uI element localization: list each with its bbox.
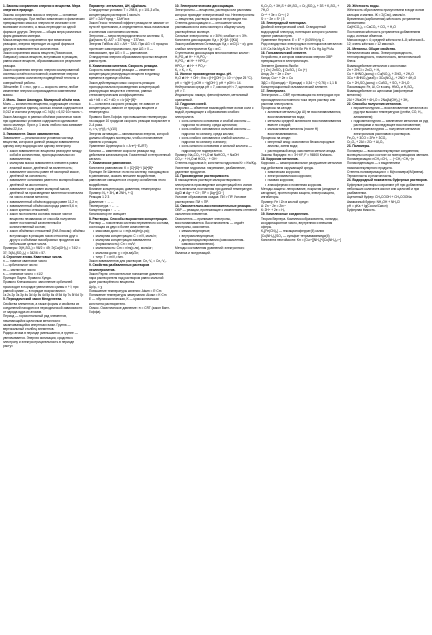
- paragraph: Cr₂O₃ + 2Al = 2Cr + Al₂O₃: [347, 140, 384, 144]
- paragraph: Константа нестойкости: Kн = [Cu²⁺][NH₃]⁴/[Cu(NH₃)₄²⁺]: [261, 237, 341, 242]
- paragraph: [Cu(NH₃)₄]SO₄ — сульфат тетраамминмеди(II): [261, 233, 330, 238]
- list-item: [3, 212, 85, 229]
- paragraph: K₄[Fe(CN)₆] — гексацианоферрат(II) калия: [261, 229, 324, 234]
- paragraph: 2Al + 2NaOH + 6H₂O = 2Na[Al(OH)₄] + 3H₂: [347, 97, 409, 102]
- text-column: [347, 4, 429, 631]
- list-item: [175, 119, 257, 128]
- paragraph: Теория Вернера. Комплексообразователь, лиганды, координационное число, внутренняя и внешняя сферы.: [261, 216, 339, 229]
- list-item: [3, 149, 85, 162]
- list-item-text: газовая коррозия;: [267, 178, 295, 183]
- list-item-text: закон эквивалентов: вещества реагируют между собой в количествах, пропорциональных их эквивалентам;: [9, 148, 82, 161]
- list-item: [175, 238, 257, 247]
- section-heading: 16. Гальванический элемент.: [261, 50, 307, 55]
- section-heading: 14. Окислительно-восстановительные реакции.: [175, 203, 252, 208]
- paragraph: Закон сохранения энергии: энергия изолированной системы остаётся постоянной; изменение энергии системы равно количеству подведённой теплоты и совершённой работы.: [3, 67, 80, 85]
- paragraph: Законы сохранения массы и энергии — основные законы природы. При любых химических и физических превращениях масса и энергия не исчезают и не возникают из ничего, а лишь переходят из одной формы в другую. Энергия — общая мера различных форм движения материи.: [3, 12, 85, 38]
- paragraph: Пассивация: Fe, Al, Cr в конц. HNO₃ и H₂SO₄.: [347, 84, 415, 89]
- paragraph: Нейтральная среда pH = 7, кислая pH < 7, щелочная pH > 7.: [175, 84, 254, 93]
- paragraph: v₂ = v₁·γ^((t₂−t₁)/10): [89, 127, 117, 132]
- section-heading: 10. Электролитическая диссоциация.: [175, 4, 235, 8]
- list-item-text: соль сильного основания и сильной кислоты — гидролизу не подвергается.: [181, 144, 252, 153]
- paragraph: k — константа скорости реакции; не зависит от концентрации, зависит от природы веществ и температуры.: [89, 101, 160, 115]
- paragraph: Влияние концентрации, давления, температуры: [89, 186, 161, 191]
- paragraph: Закон сохранения массы веществ (Ломоносов, Лавуазье): масса веществ, вступивших в реакцию, равна массе веществ, образовавшихся в результате реакции.: [3, 50, 81, 68]
- list-item-text: эквивалент кислоты равен её молярной массе, делённой на основность;: [9, 169, 80, 178]
- paragraph: HPO₄²⁻ ⇄ H⁺ + PO₄³⁻: [175, 63, 207, 68]
- bullet-icon: •: [265, 118, 267, 123]
- paragraph: Принцип Паули. Правило Хунда.: [3, 276, 52, 280]
- paragraph: Закон эквивалентов для растворов: Cн₁·V₁ = Cн₂·V₂.: [89, 259, 167, 263]
- paragraph: S⁻² − 2e = S⁰ | 3: [261, 16, 285, 21]
- bullet-icon: •: [265, 127, 267, 132]
- list-item-text: закон объёмных отношений (Гей-Люссак): объёмы вступающих в реакцию газов относятся друг к другу и к объёмам газообразных продуктов как небольшие целые числа.: [9, 229, 85, 246]
- list-item-text: малоактивные металлы (после H) восстанавливаются.: [267, 127, 319, 136]
- paragraph: Правило Вант-Гоффа: при повышении температуры на каждые 10 градусов скорость реакции возрастает в 2–4 раза.: [89, 114, 170, 127]
- section-heading: 2. Моль. Закон Авогадро. Молярный объём газа.: [3, 97, 81, 102]
- paragraph: Принцип Ле Шателье: если на систему, находящуюся в равновесии, оказать внешнее воздействие, равновесие смещается в сторону ослабления этого воздействия.: [89, 169, 169, 187]
- paragraph: Константа диссоциации: Kд = [K⁺][A⁻]/[KA]: [175, 38, 238, 42]
- section-heading: Параметр: энтальпия, ΔH, кДж/моль: [89, 4, 147, 8]
- bullet-icon: •: [7, 229, 9, 234]
- section-heading: 22. Способы получения металлов.: [347, 101, 402, 106]
- bullet-icon: •: [351, 127, 353, 132]
- paragraph: Усиление гидролиза: нагревание, разбавление, удаление продуктов.: [175, 165, 246, 174]
- paragraph: H₂PO₄⁻ ⇄ H⁺ + HPO₄²⁻: [175, 59, 210, 64]
- list-item-text: химическая коррозия;: [267, 169, 301, 174]
- text-column: [175, 4, 257, 631]
- paragraph: Металлическая связь. Электропроводность, теплопроводность, пластичность, металлический блеск.: [347, 50, 421, 64]
- paragraph: Аммиачный буфер: NH₄OH + NH₄Cl: [347, 199, 400, 204]
- bullet-icon: •: [7, 161, 9, 166]
- list-item: [261, 119, 343, 128]
- list-item-text: молярная масса эквивалента элемента равна атомной массе, делённой на валентность;: [9, 161, 78, 170]
- paragraph: Закон Гесса: тепловой эффект реакции не зависит от пути её протекания, а определяется лишь начальным и конечным состоянием системы.: [89, 21, 169, 34]
- section-heading: 20. Жёсткость воды.: [347, 4, 380, 8]
- paragraph: Концентрационный гальванический элемент.: [261, 84, 328, 89]
- section-heading: 3. Эквивалент. Закон эквивалентов.: [3, 131, 60, 136]
- paragraph: Уравнение Нернста: E = E° + (0,059/n)·lg C: [261, 38, 325, 42]
- section-heading: 18. Коррозия металлов.: [261, 157, 299, 161]
- paragraph: Катализ — изменение скорости реакции под действием катализаторов. Гомогенный и гетерогенный катализ.: [89, 148, 171, 161]
- paragraph: Степень гидролиза h; константа гидролиза Kг = Kw/Kд.: [175, 161, 257, 166]
- section-heading: 8. Растворы. Способы выражения концентрации.: [89, 216, 168, 221]
- paragraph: Ступенчатая диссоциация многоосновных кислот:: [175, 50, 250, 55]
- text-column: [261, 4, 343, 631]
- paragraph: aA + bB = cC + dD; v = k·[A]ᵃ·[B]ᵇ: [89, 97, 137, 102]
- bullet-icon: •: [265, 178, 267, 183]
- bullet-icon: •: [265, 148, 267, 153]
- bullet-icon: •: [7, 208, 9, 212]
- section-heading: 15. Электродный потенциал.: [261, 21, 307, 25]
- list-item-text: активные металлы (до Al) не восстанавливаются, восстанавливается вода;: [267, 110, 342, 119]
- paragraph: Свойства элементов, а также формы и свойства их соединений находятся в периодической зависимости от заряда ядра их атомов.: [3, 301, 83, 314]
- paragraph: Δp/p₀ = χ: [89, 284, 103, 289]
- paragraph: Жёсткость обусловлена присутствием в воде ионов кальция и магния. Ж = Σ(Cэк), ммоль/л.: [347, 8, 425, 17]
- paragraph: Энергия Гиббса: ΔG = ΔH − TΔS. При ΔG < 0 процесс протекает самопроизвольно, при ΔG > 0 — невозможен, при ΔG = 0 — равновесие.: [89, 42, 169, 55]
- list-item: [175, 127, 257, 136]
- bullet-icon: •: [179, 233, 181, 238]
- paragraph: Окислитель — принимает электроны, восстанавливается. Восстановитель — отдаёт электроны, окисляется.: [175, 216, 245, 229]
- section-heading: 23. Полимеры.: [347, 144, 371, 149]
- paragraph: Электролиз — ОВР, протекающая на электродах при прохождении постоянного тока через раствор или расплав электролита.: [261, 93, 340, 106]
- list-item-text: моляльность: Cm = n/m(р-ля), моль/кг;: [95, 246, 153, 251]
- paragraph: Cu + 4HNO₃(конц) = Cu(NO₃)₂ + 2NO₂ + 2H₂O: [347, 72, 414, 76]
- list-item-text: мольная доля: χ = n(в-ва)/Σn;: [95, 250, 140, 255]
- list-item: [3, 161, 85, 170]
- text-column: [3, 4, 85, 631]
- section-heading: 13. Произведение растворимости.: [175, 174, 230, 178]
- paragraph: Буферные растворы сохраняют pH при добавлении небольших количеств кислот или щелочей и при разбавлении.: [347, 182, 424, 195]
- paragraph: ОВР — реакции, протекающие с изменением степеней окисления элементов.: [175, 208, 257, 217]
- columns: [3, 4, 429, 631]
- paragraph: CO₃²⁻ + H₂O ⇄ HCO₃⁻ + OH⁻: [175, 157, 219, 161]
- list-item-text: гидрометаллургия — извлечение металлов из руд растворами и последующее восстановление;: [353, 118, 429, 127]
- list-item-text: межмолекулярные;: [181, 229, 211, 234]
- paragraph: Концентрация ↑ → ←: [89, 208, 121, 212]
- paragraph: Масса вещества сохраняется при химических реакциях, энергия переходит из одной формы в другую в эквивалентных количествах.: [3, 38, 75, 51]
- bullet-icon: •: [7, 212, 9, 217]
- bullet-icon: •: [265, 174, 267, 178]
- paragraph: 1s 2s 2p 3s 3p 4s 3d 4p 5s 4d 5p 6s 4f 5d 6p 7s 5f 6d 7p: [3, 293, 84, 297]
- list-item: [175, 144, 257, 153]
- paragraph: Процессы на аноде:: [261, 135, 291, 140]
- bullet-icon: •: [93, 233, 95, 238]
- paragraph: Гидролиз — обменное взаимодействие ионов соли с водой, приводящее к образованию слабого электролита.: [175, 106, 254, 119]
- bullet-icon: •: [179, 237, 181, 242]
- paragraph: Ацетатный буфер: CH₃COOH + CH₃COONa: [347, 195, 412, 200]
- paragraph: Zn + 2HCl = ZnCl₂ + H₂: [347, 67, 381, 72]
- list-item-text: внутримолекулярные;: [181, 233, 215, 238]
- paragraph: n — главное квантовое число: [3, 259, 47, 263]
- paragraph: Радиус атома в периоде уменьшается, в группе — увеличивается. Энергия ионизации, сродство к электрону и электроотрицательность в периоде растут.: [3, 331, 78, 348]
- list-item-text: электрохимическая коррозия;: [267, 174, 312, 178]
- list-item: [3, 187, 85, 200]
- list-item: [261, 140, 343, 149]
- paragraph: Процессы на катоде:: [261, 106, 292, 110]
- list-item-text: соль сильного основания и слабой кислоты — гидролиз по аниону, среда щелочная;: [181, 118, 251, 127]
- list-item-text: молярная концентрация эквивалента (нормальность): Cн = nэ/V;: [95, 237, 152, 246]
- list-item: [175, 136, 257, 145]
- paragraph: s — спиновое число = ±1/2: [3, 271, 43, 276]
- paragraph: E — эбулиоскопическая, K — криоскопическая константа растворителя.: [89, 297, 159, 306]
- paragraph: Временная (карбонатная) жёсткость устраняется кипячением:: [347, 16, 421, 25]
- paragraph: 3Cu + 8HNO₃(разб) = 3Cu(NO₃)₂ + 2NO + 4H₂O: [347, 76, 417, 81]
- text-column: [89, 4, 171, 631]
- bullet-icon: •: [7, 169, 9, 174]
- paragraph: Осмос. Осмотическое давление: π = CRT (закон Вант-Гоффа).: [89, 305, 170, 314]
- paragraph: K₁ > K₂ > K₃: [175, 67, 193, 72]
- paragraph: Закон разбавления Оствальда: Kд = α²C/(1 − α); для слабых электролитов Kд ≈ α²C.: [175, 42, 253, 51]
- list-item-text: массовая доля: ω = m(в-ва)/m(р-ра);: [95, 229, 150, 234]
- paragraph: Закон Авогадро: в равных объёмах различных газов при одинаковых условиях содержится одинаковое число молекул. При н.у. 1 моль любого газа занимает объём 22,4 л.: [3, 114, 83, 132]
- section-heading: 9. Свойства разбавленных растворов неэлектролитов.: [89, 263, 150, 272]
- list-item-text: закон постоянства состава: всякое чистое вещество независимо от способа получения имеет постоянный качественный и количественный состав;: [9, 212, 76, 229]
- list-item-text: эквивалент основания равен его молярной массе, делённой на кислотность;: [9, 178, 85, 187]
- paragraph: (−) Zn | ZnSO₄ || CuSO₄ | Cu (+): [261, 67, 307, 72]
- paragraph: Буферная ёмкость.: [347, 208, 376, 212]
- section-heading: 1. Законы сохранения энергии и вещества. Мера энергии в природе.: [3, 4, 81, 13]
- list-item-text: атмосферная и почвенная коррозия.: [267, 182, 323, 187]
- paragraph: l — орбитальное число: [3, 263, 38, 268]
- list-item-text: закон кратных отношений;: [9, 208, 49, 212]
- bullet-icon: •: [93, 250, 95, 255]
- section-heading: 4. Строение атома. Квантовые числа.: [3, 254, 63, 259]
- paragraph: ΔH° = ΣΔH°прод − ΣΔH°исх: [89, 16, 130, 21]
- bullet-icon: •: [179, 144, 181, 149]
- bullet-icon: •: [7, 148, 9, 153]
- paragraph: Полимеризация: nCH₂=CH₂ → (−CH₂−CH₂−)n: [347, 157, 414, 161]
- list-item: [347, 127, 429, 136]
- paragraph: Закон действующих масс: скорость реакции пропорциональна произведению концентраций реагирующих веществ в степенях, равных стехиометрическим коэффициентам.: [89, 80, 160, 98]
- paragraph: Температура ↑ ← →: [89, 203, 119, 208]
- bullet-icon: •: [265, 182, 267, 187]
- paragraph: H₂O ⇄ H⁺ + OH⁻; Kw = [H⁺][OH⁻] = 10⁻¹⁴ (при 25 °C).: [175, 76, 253, 81]
- paragraph: Электролиты — вещества, растворы или расплавы которых проводят электрический ток. Неэлектролиты — вещества, растворы которых не проводят ток.: [175, 8, 255, 21]
- bullet-icon: •: [7, 186, 9, 191]
- bullet-icon: •: [93, 229, 95, 234]
- paragraph: Ca(HCO₃)₂ = CaCO₃ + CO₂ + H₂O: [347, 25, 396, 30]
- list-item: [347, 106, 429, 119]
- paragraph: Эквивалент — реальная или условная частица вещества, которая в данной реакции эквивалентна одному иону водорода или одному электрону.: [3, 135, 79, 149]
- paragraph: Пример: Fe / Zn в кислой среде:: [261, 199, 309, 204]
- paragraph: Полимеры — высокомолекулярные соединения, молекулы которых состоят из повторяющихся звеньев.: [347, 148, 429, 157]
- paragraph: Стандартная энергия образования простых веществ равна нулю.: [89, 55, 168, 64]
- paragraph: К: 2H⁺ + 2e = H₂: [261, 208, 285, 212]
- bullet-icon: •: [265, 110, 267, 115]
- list-item-text: соль слабого основания и слабой кислоты — гидролиз по катиону и аниону;: [181, 135, 249, 144]
- paragraph: Пример: Na₂CO₃ + H₂O ⇄ NaHCO₃ + NaOH: [175, 152, 239, 157]
- list-item: [3, 178, 85, 187]
- section-heading: 7. Химическое равновесие.: [89, 161, 133, 166]
- list-item: [261, 127, 343, 136]
- section-heading: 12. Гидролиз солей.: [175, 101, 207, 106]
- bullet-icon: •: [7, 203, 9, 208]
- paragraph: Скорость химической реакции — изменение концентрации реагирующих веществ в единицу времени в единице объёма.: [89, 67, 160, 81]
- list-item-text: титр: T = m/V, г/мл.: [95, 254, 124, 259]
- paragraph: pH = −lg[H⁺]; pOH = −lg[OH⁻]; pH + pOH = 14.: [175, 80, 242, 85]
- bullet-icon: •: [93, 254, 95, 259]
- paragraph: Понижение температуры замерзания: Δtзам = K·Cm: [89, 293, 167, 297]
- paragraph: Li K Ca Na Mg Al Zn Fe Ni Sn Pb H Cu Hg Ag Pt Au: [261, 46, 335, 51]
- list-item: [89, 238, 171, 247]
- paragraph: Законы Фарадея: m = Э·I·t/F, F = 96500 Кл/моль.: [261, 152, 333, 157]
- bullet-icon: •: [179, 118, 181, 123]
- list-item-text: эквивалентный объём водорода равен 11,2 л;: [9, 199, 78, 204]
- paragraph: Уравнение Аррениуса: k = A·e^(−Eₐ/RT): [89, 144, 148, 149]
- paragraph: Раствор — гомогенная система переменного состава, состоящая из двух и более компонентов.: [89, 220, 170, 229]
- paragraph: Константа равновесия: K = [C]ᶜ[D]ᵈ / [A]ᵃ[B]ᵇ: [89, 165, 154, 170]
- paragraph: Поликонденсация — с выделением низкомолекулярного продукта.: [347, 161, 400, 170]
- bullet-icon: •: [179, 135, 181, 140]
- list-item-text: соль слабого основания и сильной кислоты — гидролиз по катиону, среда кислая;: [181, 127, 251, 136]
- paragraph: Элемент Даниэля-Якоби:: [261, 63, 299, 68]
- paragraph: Стандартные условия: T = 298 К, p = 101,3 кПа, концентрация растворов 1 моль/л.: [89, 8, 160, 17]
- paragraph: Коррозия — самопроизвольное разрушение металлов под действием окружающей среды.: [261, 161, 342, 170]
- section-heading: 24. Водородный показатель буферных растворов.: [347, 178, 428, 183]
- bullet-icon: •: [265, 169, 267, 174]
- paragraph: Постоянная жёсткость устраняется добавлением соды, ионным обменом.: [347, 29, 421, 38]
- list-item-text: растворимый анод: окисляется металл анода.: [267, 148, 337, 153]
- paragraph: pH = pKa + lg(Cсоли/Cкисл): [347, 203, 388, 208]
- paragraph: Cu + 2H₂SO₄(конц) = CuSO₄ + SO₂ + 2H₂O: [347, 80, 410, 85]
- paragraph: Энергия активации — минимальная энергия, которой должны обладать молекулы, чтобы столкновение привело к реакции.: [89, 131, 169, 144]
- bullet-icon: •: [93, 237, 95, 242]
- bullet-icon: •: [179, 127, 181, 132]
- list-item-text: эквивалентный объём кислорода равен 5,6 л;: [9, 203, 78, 208]
- list-item-text: металлы средней активности восстанавливаются вместе с водой;: [267, 118, 342, 127]
- paragraph: Сильные электролиты: α > 30%; слабые: α < 3%.: [175, 33, 248, 38]
- bullet-icon: •: [265, 140, 267, 144]
- paragraph: Моль — количество вещества, содержащее столько же структурных единиц, сколько атомов содержится в 0,012 кг изотопа углерода ¹²C. N(A) = 6,02·10²³ моль⁻¹.: [3, 101, 84, 115]
- paragraph: Двойной электрический слой. Стандартный водородный электрод, потенциал которого условно принят равным нулю.: [261, 25, 338, 38]
- paragraph: K₂Cr₂O₇ + 3H₂S + 4H₂SO₄ = Cr₂(SO₄)₃ + 3S + K₂SO₄ + 7H₂O: [261, 4, 340, 13]
- paragraph: А: Zn − 2e = Zn²⁺: [261, 203, 286, 208]
- section-heading: 11. Ионное произведение воды. pH.: [175, 72, 232, 76]
- section-heading: 19. Комплексные соединения.: [261, 212, 309, 217]
- section-heading: 21. Металлы. Общие свойства.: [347, 46, 396, 51]
- paragraph: Взаимодействие металлов с кислотами:: [347, 63, 407, 68]
- paragraph: Катод: Cu²⁺ + 2e = Cu: [261, 76, 294, 81]
- bullet-icon: •: [351, 106, 353, 110]
- paragraph: Методы защиты: легирование, покрытия (анодные и катодные), протекторная защита, электрозащита, ингибиторы.: [261, 186, 339, 200]
- paragraph: Cr⁺⁶ + 3e = Cr⁺³ | 2: [261, 12, 289, 17]
- paragraph: AgCl ⇄ Ag⁺ + Cl⁻; ПР = [Ag⁺][Cl⁻]: [175, 191, 224, 195]
- paragraph: Степень диссоциации α — отношение числа распавшихся на ионы молекул к общему числу растворённых молекул.: [175, 21, 245, 34]
- section-heading: 17. Электролиз.: [261, 89, 286, 93]
- list-item-text: пирометаллургия — восстановление металлов из руд при высоких температурах (углём, CO, H₂, алюминием);: [353, 106, 428, 119]
- list-item-text: молярная концентрация: C = n/V, моль/л;: [95, 233, 157, 238]
- paragraph: Пример: N₂ + 3H₂ ⇄ 2NH₃ + Q: [89, 191, 134, 195]
- bullet-icon: •: [351, 118, 353, 123]
- bullet-icon: •: [179, 229, 181, 234]
- paragraph: Термопласты и реактопласты.: [347, 174, 393, 178]
- paragraph: Эйнштейн: E = mc², где c — скорость света; любое изменение энергии сопровождается изменением массы.: [3, 84, 79, 98]
- paragraph: Закон Рауля: относительное понижение давления пара растворителя над раствором равно мольной доле растворённого вещества.: [89, 271, 164, 285]
- bullet-icon: •: [93, 246, 95, 251]
- paragraph: Взаимодействие со щелочами (амфотерные металлы):: [347, 89, 414, 98]
- paragraph: Правило Клечковского: заполнение орбиталей происходит в порядке увеличения суммы n + l; при равной сумме — в порядке возрастания n.: [3, 280, 79, 293]
- paragraph: Fe₂O₃ + 3CO = 2Fe + 3CO₂: [347, 135, 387, 140]
- section-heading: 6. Химическая кинетика. Скорость реакции.: [89, 63, 158, 68]
- list-item-text: электрометаллургия — получение металлов электролизом расплавов и растворов.: [353, 127, 420, 136]
- paragraph: Устройство, в котором химическая энергия ОВР превращается в электрическую.: [261, 55, 333, 64]
- paragraph: Степень полимеризации n = M(полимера)/M(звена).: [347, 169, 425, 174]
- paragraph: Индикаторы: лакмус, фенолфталеин, метиловый оранжевый.: [175, 93, 249, 102]
- paragraph: Давление ↑ → ←: [89, 199, 115, 204]
- paragraph: Методы составления уравнений: электронного баланса и полуреакций.: [175, 246, 245, 255]
- paragraph: Период — горизонтальный ряд элементов, начинающийся щелочным металлом и заканчивающийся инертным газом. Группа — вертикальный столбец элементов.: [3, 314, 71, 331]
- list-item: [3, 170, 85, 179]
- list-item: [261, 110, 343, 119]
- paragraph: Повышение температуры кипения: Δtкип = E·Cm: [89, 288, 162, 293]
- list-item: [347, 119, 429, 128]
- paragraph: Условие образования осадка: ПИ > ПР. Условие растворения: ПИ < ПР.: [175, 195, 247, 204]
- bullet-icon: •: [7, 178, 9, 183]
- paragraph: В насыщенном растворе малорастворимого электролита произведение концентраций его ионов есть величина постоянная при данной температуре.: [175, 178, 253, 191]
- paragraph: Реакция 1 2 3: [89, 195, 110, 200]
- paragraph: m — магнитное число: [3, 267, 36, 272]
- bullet-icon: •: [7, 199, 9, 204]
- list-item: [3, 229, 85, 246]
- list-item-text: инертный анод: окисляются бескислородные анионы, затем вода;: [267, 140, 335, 149]
- paragraph: Ряд стандартных электродных потенциалов металлов:: [261, 42, 343, 47]
- list-item-text: диспропорционирования (самоокисления-самовосстановления).: [181, 237, 245, 246]
- paragraph: Мягкая вода < 4; средней жёсткости 4–8; жёсткая 8–12; очень жёсткая > 12 ммоль/л.: [347, 38, 426, 47]
- section-heading: 5. Периодический закон Менделеева.: [3, 297, 63, 302]
- paragraph: H₃PO₄ ⇄ H⁺ + H₂PO₄⁻: [175, 55, 208, 59]
- paragraph: ЭДС = E(катода) − E(анода) = 0,34 − (−0,76) = 1,1 В: [261, 80, 337, 85]
- paragraph: Анод: Zn − 2e = Zn²⁺: [261, 72, 292, 76]
- paragraph: Катализатор не смещает: [89, 212, 126, 217]
- list-item-text: эквивалент соли равен молярной массе, делённой на произведение валентности металла на число атомов металла;: [9, 186, 83, 200]
- paragraph: Примеры: Э(H₂SO₄) = 98/2 = 49; Э(Ca(OH)₂) = 74/2 = 37; Э(Al₂(SO₄)₃) = 342/6 = 57.: [3, 246, 81, 255]
- paragraph: Энтропия — мера неупорядоченности системы: S, Дж/(моль·К). ΔS° = ΣS°прод − ΣS°исх.: [89, 33, 165, 42]
